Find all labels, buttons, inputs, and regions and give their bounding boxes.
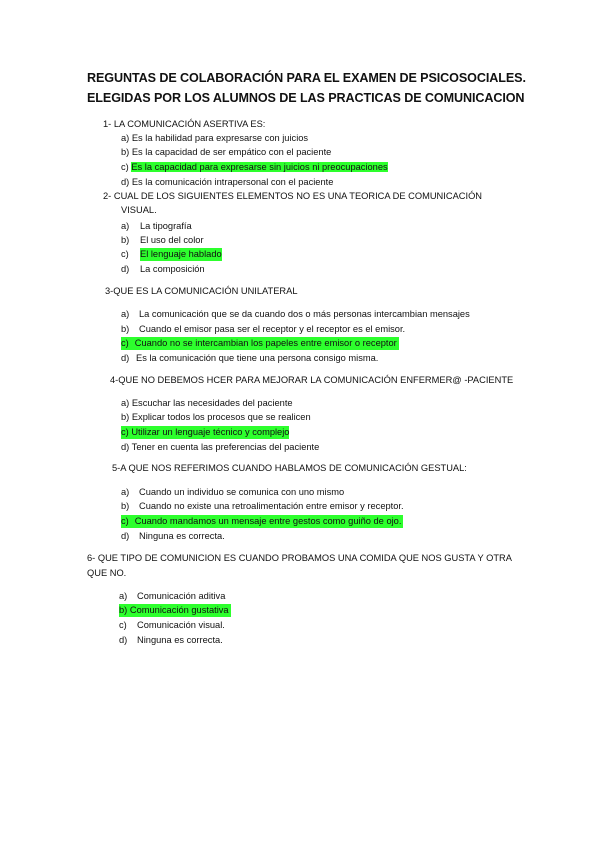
q2-option-d: La composición — [140, 264, 205, 274]
title-line-2: ELEGIDAS POR LOS ALUMNOS DE LAS PRACTICAS DE COMUNICACION — [87, 91, 525, 105]
document-title — [87, 68, 557, 108]
question-6-cont: QUE NO. — [87, 568, 127, 578]
q4-option-d: d) Tener en cuenta las preferencias del paciente — [121, 442, 320, 452]
question-6: 6- QUE TIPO DE COMUNICION ES CUANDO PROBAMOS UNA COMIDA QUE NOS GUSTA Y OTRA — [87, 553, 512, 563]
q5-option-a: Cuando un individuo se comunica con uno mismo — [139, 487, 345, 497]
q2-option-a: La tipografía — [140, 221, 192, 231]
q2-option-d-letter: d) — [121, 264, 130, 274]
q2-option-a-letter: a) — [121, 221, 130, 231]
q5-option-c-text: Cuando mandamos un mensaje entre gestos como guiño de ojo. — [134, 516, 402, 526]
q6-option-a-letter: a) — [119, 591, 128, 601]
title-line-1: REGUNTAS DE COLABORACIÓN PARA EL EXAMEN DE PSICOSOCIALES. — [87, 71, 526, 85]
q4-option-a: a) Escuchar las necesidades del paciente — [121, 398, 293, 408]
q6-option-d: Ninguna es correcta. — [137, 635, 223, 645]
q1-option-d: d) Es la comunicación intrapersonal con el paciente — [121, 177, 334, 187]
q6-option-b-letter: b) — [119, 605, 128, 615]
q6-option-a: Comunicación aditiva — [137, 591, 226, 601]
q3-option-b: Cuando el emisor pasa ser el receptor y el receptor es el emisor. — [139, 324, 406, 334]
q4-option-c: c) Utilizar un lenguaje técnico y complejo — [121, 427, 290, 437]
q2-option-c-letter: c) — [121, 249, 129, 259]
q3-option-b-letter: b) — [121, 324, 130, 334]
q6-option-b-text: Comunicación gustativa — [129, 605, 229, 615]
q3-option-c-text: Cuando no se intercambian los papeles entre emisor o receptor — [134, 338, 397, 348]
q6-option-b — [119, 604, 231, 617]
q1-option-c: c) Es la capacidad para expresarse sin juicios ni preocupaciones — [121, 162, 388, 172]
question-2: 2- CUAL DE LOS SIGUIENTES ELEMENTOS NO ES UNA TEORICA DE COMUNICACIÓN — [103, 191, 483, 201]
q5-option-d: Ninguna es correcta. — [139, 531, 225, 541]
q5-option-b: Cuando no existe una retroalimentación entre emisor y receptor. — [139, 501, 404, 511]
q3-option-c — [121, 337, 399, 350]
q3-option-a: La comunicación que se da cuando dos o más personas intercambian mensajes — [139, 309, 470, 319]
q5-option-a-letter: a) — [121, 487, 130, 497]
q6-option-c-letter: c) — [119, 620, 127, 630]
q5-option-c — [121, 515, 403, 528]
q5-option-c-letter: c) — [121, 516, 129, 526]
q3-option-d: Es la comunicación que tiene una persona consigo misma. — [136, 353, 379, 363]
q6-option-d-letter: d) — [119, 635, 128, 645]
q5-option-b-letter: b) — [121, 501, 130, 511]
question-1: 1- LA COMUNICACIÓN ASERTIVA ES: — [103, 119, 266, 129]
q5-option-d-letter: d) — [121, 531, 130, 541]
q6-option-c: Comunicación visual. — [137, 620, 225, 630]
question-3: 3-QUE ES LA COMUNICACIÓN UNILATERAL — [105, 286, 298, 296]
question-4: 4-QUE NO DEBEMOS HCER PARA MEJORAR LA COMUNICACIÓN ENFERMER@ -PACIENTE — [110, 375, 514, 385]
question-2-cont: VISUAL. — [121, 205, 157, 215]
q1-option-b: b) Es la capacidad de ser empático con el paciente — [121, 147, 332, 157]
q1-option-c-highlight: Es la capacidad para expresarse sin juicios ni preocupaciones — [131, 162, 388, 172]
q2-option-c: El lenguaje hablado — [140, 249, 222, 259]
q3-option-a-letter: a) — [121, 309, 130, 319]
q1-option-a: a) Es la habilidad para expresarse con juicios — [121, 133, 309, 143]
q3-option-d-letter: d) — [121, 353, 130, 363]
q4-option-b: b) Explicar todos los procesos que se realicen — [121, 412, 311, 422]
q3-option-c-letter: c) — [121, 338, 129, 348]
q2-option-b: El uso del color — [140, 235, 204, 245]
q2-option-b-letter: b) — [121, 235, 130, 245]
question-5: 5-A QUE NOS REFERIMOS CUANDO HABLAMOS DE COMUNICACIÓN GESTUAL: — [112, 463, 467, 473]
